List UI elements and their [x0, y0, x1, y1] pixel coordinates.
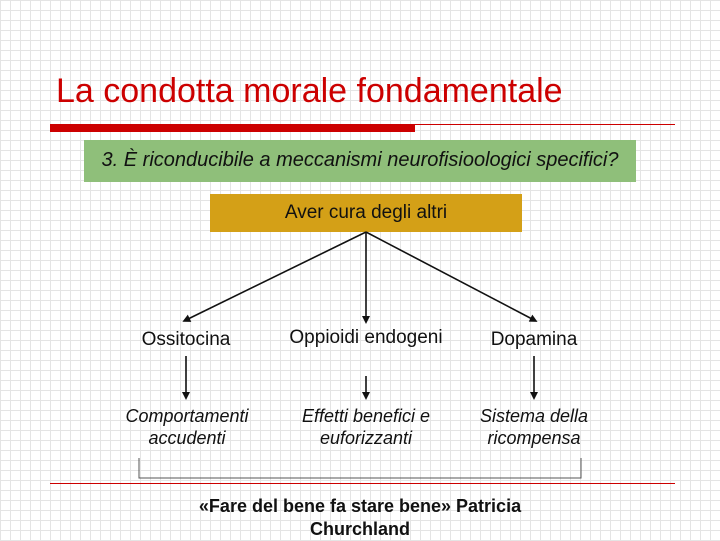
column-subtitle-ossitocina: Comportamenti accudenti — [125, 406, 249, 448]
bottom-bracket — [139, 458, 581, 478]
bottom-divider-line — [50, 483, 675, 484]
question-text: 3. È riconducibile a meccanismi neurofisioologici specifici? — [101, 149, 619, 171]
column-subtitle-dopamina: Sistema della ricompensa — [479, 406, 589, 448]
column-subtitle-oppioidi: Effetti benefici e euforizzanti — [301, 406, 431, 448]
page-title: La condotta morale fondamentale — [56, 72, 563, 110]
column-title-ossitocina: Ossitocina — [141, 329, 231, 350]
arrow-to-dopamina — [366, 232, 534, 320]
arrow-to-ossitocina — [186, 232, 366, 320]
column-title-dopamina: Dopamina — [490, 329, 578, 350]
column-title-oppioidi: Oppioidi endogeni — [289, 327, 443, 348]
quote-text: «Fare del bene fa stare bene» Patricia Churchland — [198, 496, 522, 539]
care-text: Aver cura degli altri — [284, 202, 448, 223]
